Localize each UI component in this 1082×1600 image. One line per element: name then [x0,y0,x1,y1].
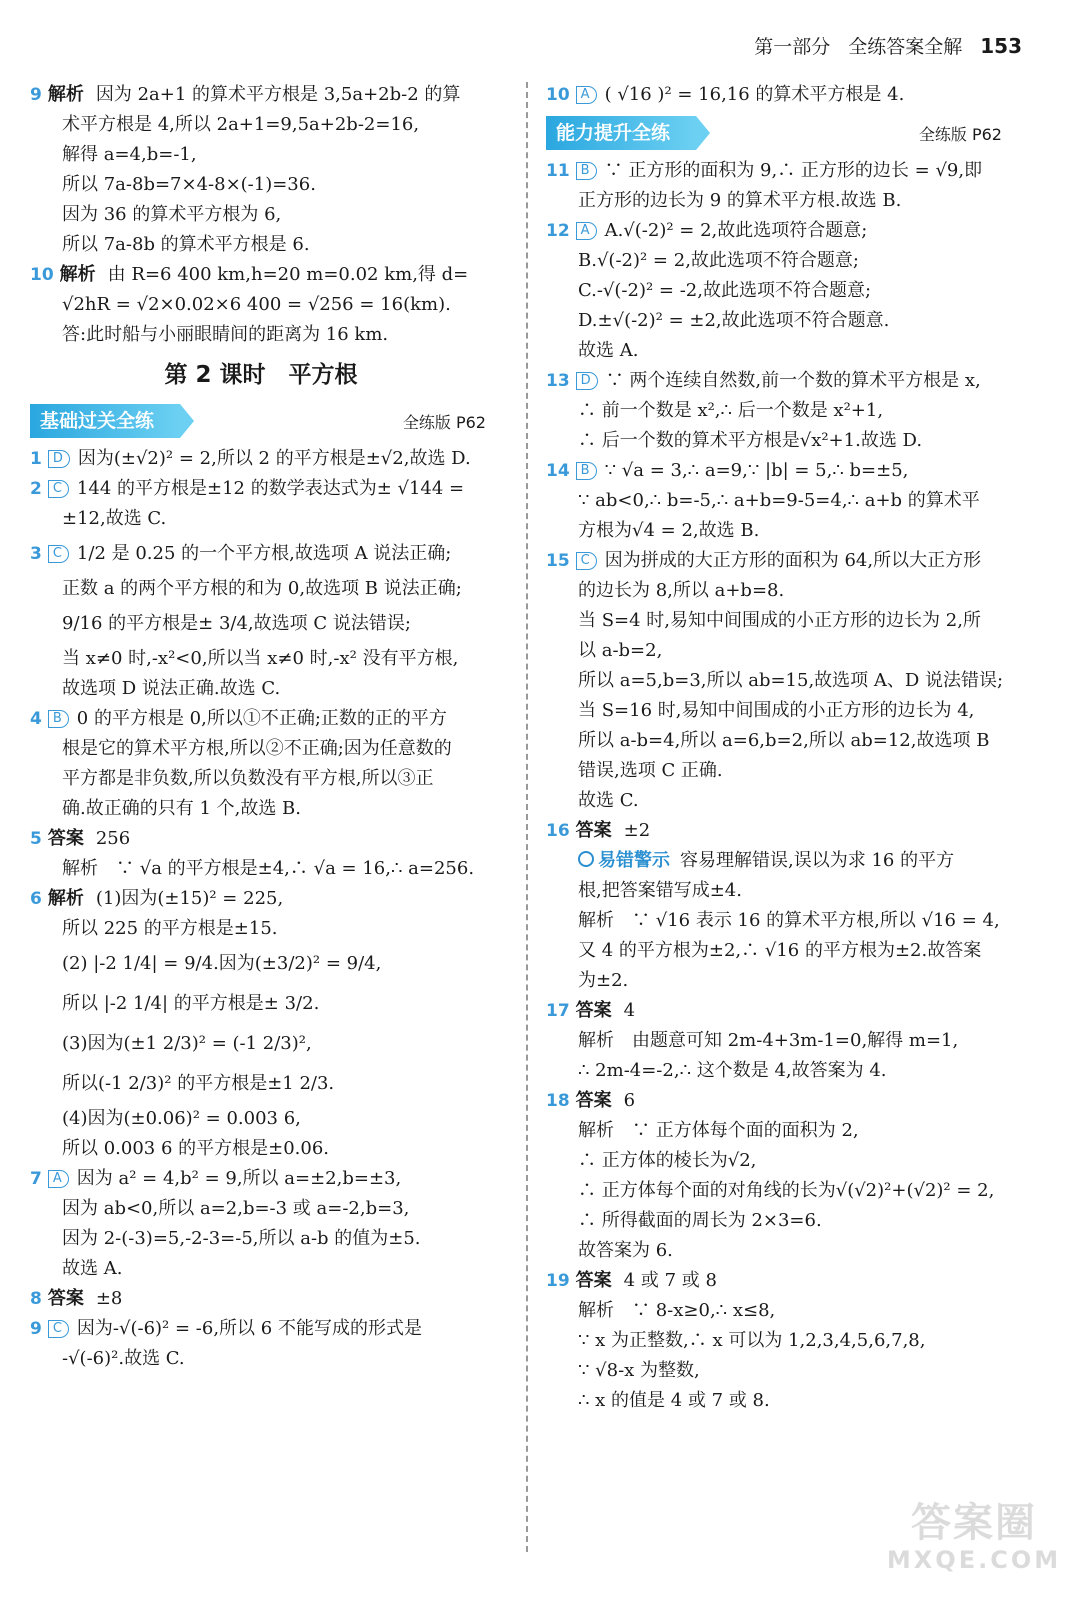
answer-line [30,444,492,474]
answer-line [546,486,1008,516]
line-text: 所以 7a-8b=7×4-8×(-1)=36. [62,174,316,195]
line-text: 答:此时船与小丽眼睛间的距离为 16 km. [62,324,389,345]
line-text: 解得 a=4,b=-1, [62,144,197,165]
line-text: 144 的平方根是±12 的数学表达式为± √144 = [76,478,465,499]
section-header [546,112,1008,154]
line-text: (1)因为(±15)² = 225, [95,888,284,909]
answer-choice-badge: B [576,462,597,480]
line-text: 当 S=4 时,易知中间围成的小正方形的边长为 2,所 [578,610,981,631]
line-text: 解析 ∵ 正方体每个面的面积为 2, [578,1120,859,1141]
question-number: 1 [30,449,42,469]
line-text: 1/2 是 0.25 的一个平方根,故选项 A 说法正确; [76,543,452,564]
question-number: 7 [30,1169,42,1189]
answer-line [30,824,492,854]
right-column [546,80,1008,1416]
line-text: 当 S=16 时,易知中间围成的小正方形的边长为 4, [578,700,975,721]
question-number: 17 [546,1001,570,1021]
answer-line [30,80,492,110]
answer-line [546,1356,1008,1386]
answer-line [546,276,1008,306]
answer-line [546,1206,1008,1236]
answer-line [30,320,492,350]
tip-line [546,876,1008,906]
answer-line [30,1224,492,1254]
answer-line [546,696,1008,726]
line-text: 因为 2a+1 的算术平方根是 3,5a+2b-2 的算 [95,84,461,105]
line-text: 因为 ab<0,所以 a=2,b=-3 或 a=-2,b=3, [62,1198,410,1219]
lesson-title: 第 2 课时 平方根 [164,362,358,388]
page-number: 153 [980,34,1022,58]
line-text: 故选 A. [578,340,639,361]
answer-choice-badge: C [48,480,69,498]
answer-line [546,666,1008,696]
answer-choice-badge: A [48,1170,69,1188]
answer-line [30,1344,492,1374]
answer-line [30,534,492,574]
line-text: -√(-6)².故选 C. [62,1348,185,1369]
line-text: 的边长为 8,所以 a+b=8. [578,580,785,601]
line-text: 所以(-1 2/3)² 的平方根是±1 2/3. [62,1073,335,1094]
line-text: ∴ 前一个数是 x²,∴ 后一个数是 x²+1, [578,400,884,421]
answer-choice-badge: B [48,710,69,728]
answer-choice-badge: C [48,545,69,563]
answer-line [546,576,1008,606]
answer-line [30,794,492,824]
answer-line [546,1266,1008,1296]
watermark-url: MXQE.COM [886,1546,1062,1574]
question-number: 9 [30,85,42,105]
section-ref: 全练版 P62 [402,412,486,432]
answer-line [30,230,492,260]
line-text: ∴ 正方体的棱长为√2, [578,1150,757,1171]
section-banner: 基础过关全练 [30,404,180,438]
line-text: ∴ 后一个数的算术平方根是√x²+1.故选 D. [578,430,923,451]
answer-choice-badge: D [48,450,70,468]
answer-line [546,1086,1008,1116]
answer-line [30,1104,492,1134]
answer-line [30,200,492,230]
answer-choice-badge: A [576,222,597,240]
line-text: ∴ 所得截面的周长为 2×3=6. [578,1210,822,1231]
answer-line [30,1164,492,1194]
answer-line [546,1146,1008,1176]
section-banner: 能力提升全练 [546,116,696,150]
question-number: 19 [546,1271,570,1291]
question-number: 6 [30,889,42,909]
answer-line [30,604,492,644]
answer-line [30,1314,492,1344]
answer-line [546,606,1008,636]
line-text: 所以 a=5,b=3,所以 ab=15,故选项 A、D 说法错误; [578,670,1004,691]
header-title: 全练答案全解 [848,36,963,58]
answer-label: 答案 [47,828,84,849]
answer-line [546,636,1008,666]
question-number: 8 [30,1289,42,1309]
question-number: 18 [546,1091,570,1111]
answer-line [546,456,1008,486]
question-number: 14 [546,461,570,481]
line-text: 方根为√4 = 2,故选 B. [578,520,760,541]
line-text: 因为-√(-6)² = -6,所以 6 不能写成的形式是 [76,1318,422,1339]
answer-line [30,574,492,604]
line-text: (2) |-2 1/4| = 9/4.因为(±3/2)² = 9/4, [62,953,382,974]
watermark-text: 答案圈 [911,1500,1037,1546]
question-number: 3 [30,544,42,564]
tip-label-text: 易错警示 [598,850,670,871]
left-column [30,80,492,1374]
line-text: 正方形的边长为 9 的算术平方根.故选 B. [578,190,902,211]
section-header [30,400,492,442]
line-text: ∵ √a = 3,∴ a=9,∵ |b| = 5,∴ b=±5, [604,460,909,481]
line-text: 因为 2-(-3)=5,-2-3=-5,所以 a-b 的值为±5. [62,1228,421,1249]
answer-line [546,246,1008,276]
tip-icon [578,851,594,867]
line-text: ∴ x 的值是 4 或 7 或 8. [578,1390,770,1411]
answer-line [546,1026,1008,1056]
answer-line [30,110,492,140]
line-text: 故答案为 6. [578,1240,673,1261]
answer-line [546,756,1008,786]
line-text: 9/16 的平方根是± 3/4,故选项 C 说法错误; [62,613,411,634]
line-text: 因为 36 的算术平方根为 6, [62,204,282,225]
line-text: ±8 [95,1288,123,1309]
answer-choice-badge: A [576,86,597,104]
page-header [754,32,1022,59]
column-divider [526,82,528,1552]
answer-choice-badge: D [576,372,598,390]
answer-line [30,1194,492,1224]
line-text: 因为(±√2)² = 2,所以 2 的平方根是±√2,故选 D. [77,448,471,469]
line-text: 根,把答案错写成±4. [578,880,742,901]
line-text: 所以 7a-8b 的算术平方根是 6. [62,234,310,255]
tip-label [578,850,670,871]
line-text: 所以 a-b=4,所以 a=6,b=2,所以 ab=12,故选项 B [578,730,990,751]
answer-line [30,1024,492,1064]
answer-label: 答案 [47,1288,84,1309]
line-text: 所以 225 的平方根是±15. [62,918,278,939]
line-text: 术平方根是 4,所以 2a+1=9,5a+2b-2=16, [62,114,420,135]
line-text: 故选项 D 说法正确.故选 C. [62,678,281,699]
question-number: 13 [546,371,570,391]
line-text: 6 [623,1090,636,1111]
line-text: ∴ 正方体每个面的对角线的长为√(√2)²+(√2)² = 2, [578,1180,995,1201]
line-text: 容易理解错误,误以为求 16 的平方 [680,850,955,871]
line-text: 根是它的算术平方根,所以②不正确;因为任意数的 [62,738,452,759]
answer-line [546,186,1008,216]
line-text: 所以 0.003 6 的平方根是±0.06. [62,1138,330,1159]
answer-line [546,216,1008,246]
line-text: (4)因为(±0.06)² = 0.003 6, [62,1108,301,1129]
answer-line [546,1296,1008,1326]
answer-line [30,854,492,884]
answer-line [546,396,1008,426]
line-text: 256 [95,828,131,849]
answer-line [546,306,1008,336]
answer-choice-badge: C [576,552,597,570]
line-text: ∵ 两个连续自然数,前一个数的算术平方根是 x, [605,370,981,391]
line-text: 解析 由题意可知 2m-4+3m-1=0,解得 m=1, [578,1030,959,1051]
answer-line [546,816,1008,846]
line-text: 因为 a² = 4,b² = 9,所以 a=±2,b=±3, [76,1168,402,1189]
line-text: 因为拼成的大正方形的面积为 64,所以大正方形 [604,550,982,571]
line-text: ∵ 正方形的面积为 9,∴ 正方形的边长 = √9,即 [604,160,983,181]
answer-line [30,984,492,1024]
line-text: 解析 ∵ 8-x≥0,∴ x≤8, [578,1300,776,1321]
question-number: 11 [546,161,570,181]
question-number: 10 [546,85,570,105]
line-text: 故选 C. [578,790,639,811]
answer-line [30,170,492,200]
question-number: 16 [546,821,570,841]
question-number: 4 [30,709,42,729]
answer-line [30,734,492,764]
line-text: √2hR = √2×0.02×6 400 = √256 = 16(km). [62,294,451,315]
answer-line [546,546,1008,576]
question-number: 9 [30,1319,42,1339]
answer-line [546,426,1008,456]
line-text: C.-√(-2)² = -2,故此选项不符合题意; [578,280,872,301]
line-text: 平方都是非负数,所以负数没有平方根,所以③正 [62,768,434,789]
answer-line [30,764,492,794]
line-text: 错误,选项 C 正确. [578,760,723,781]
line-text: 以 a-b=2, [578,640,663,661]
answer-line [30,644,492,674]
section-ref: 全练版 P62 [918,124,1002,144]
answer-line [546,1176,1008,1206]
answer-line [30,290,492,320]
answer-choice-badge: C [48,1320,69,1338]
answer-line [546,786,1008,816]
line-text: 为±2. [578,970,629,991]
line-text: 确.故正确的只有 1 个,故选 B. [62,798,302,819]
line-text: ( √16 )² = 16,16 的算术平方根是 4. [604,84,905,105]
answer-label: 答案 [575,1090,612,1111]
answer-line [30,914,492,944]
line-text: 4 或 7 或 8 [623,1270,717,1291]
line-text: ∴ 2m-4=-2,∴ 这个数是 4,故答案为 4. [578,1060,887,1081]
line-text: 0 的平方根是 0,所以①不正确;正数的正的平方 [76,708,447,729]
answer-line [546,996,1008,1026]
answer-line [30,704,492,734]
line-text: 当 x≠0 时,-x²<0,所以当 x≠0 时,-x² 没有平方根, [62,648,459,669]
answer-line [30,474,492,504]
line-text: 解析 ∵ √16 表示 16 的算术平方根,所以 √16 = 4, [578,910,1000,931]
line-text: 所以 |-2 1/4| 的平方根是± 3/2. [62,993,320,1014]
tip-line [546,936,1008,966]
answer-line [30,1064,492,1104]
line-text: ∵ x 为正整数,∴ x 可以为 1,2,3,4,5,6,7,8, [578,1330,926,1351]
line-text: 正数 a 的两个平方根的和为 0,故选项 B 说法正确; [62,578,462,599]
line-text: 由 R=6 400 km,h=20 m=0.02 km,得 d= [107,264,469,285]
answer-line [30,260,492,290]
line-text: (3)因为(±1 2/3)² = (-1 2/3)², [62,1033,312,1054]
line-text: A.√(-2)² = 2,故此选项符合题意; [604,220,868,241]
answer-line [546,1236,1008,1266]
answer-line [546,80,1008,110]
answer-label: 答案 [575,1270,612,1291]
watermark-logo [886,1492,1062,1582]
line-text: ∵ √8-x 为整数, [578,1360,700,1381]
question-number: 5 [30,829,42,849]
answer-line [546,1056,1008,1086]
answer-line [30,944,492,984]
question-number: 15 [546,551,570,571]
answer-line [546,336,1008,366]
question-number: 2 [30,479,42,499]
answer-line [30,1134,492,1164]
answer-label: 答案 [575,820,612,841]
answer-line [30,1284,492,1314]
answer-label: 解析 [47,84,84,105]
answer-line [30,884,492,914]
answer-line [546,516,1008,546]
line-text: 解析 ∵ √a 的平方根是±4,∴ √a = 16,∴ a=256. [62,858,475,879]
line-text: D.±√(-2)² = ±2,故此选项不符合题意. [578,310,890,331]
question-number: 12 [546,221,570,241]
answer-line [30,1254,492,1284]
line-text: ±12,故选 C. [62,508,167,529]
answer-line [546,1116,1008,1146]
line-text: ∵ ab<0,∴ b=-5,∴ a+b=9-5=4,∴ a+b 的算术平 [578,490,980,511]
answer-line [546,366,1008,396]
tip-line [546,846,1008,876]
line-text: 4 [623,1000,636,1021]
answer-line [546,726,1008,756]
line-text: ±2 [623,820,651,841]
question-number: 10 [30,265,54,285]
line-text: 又 4 的平方根为±2,∴ √16 的平方根为±2.故答案 [578,940,982,961]
answer-label: 解析 [59,264,96,285]
answer-choice-badge: B [576,162,597,180]
answer-label: 解析 [47,888,84,909]
answer-line [546,156,1008,186]
answer-label: 答案 [575,1000,612,1021]
answer-line [30,140,492,170]
answer-line [30,674,492,704]
tip-line [546,966,1008,996]
line-text: B.√(-2)² = 2,故此选项不符合题意; [578,250,859,271]
answer-line [546,1386,1008,1416]
header-part: 第一部分 [754,36,831,58]
answer-line [546,1326,1008,1356]
line-text: 故选 A. [62,1258,123,1279]
answer-line [30,504,492,534]
tip-line [546,906,1008,936]
